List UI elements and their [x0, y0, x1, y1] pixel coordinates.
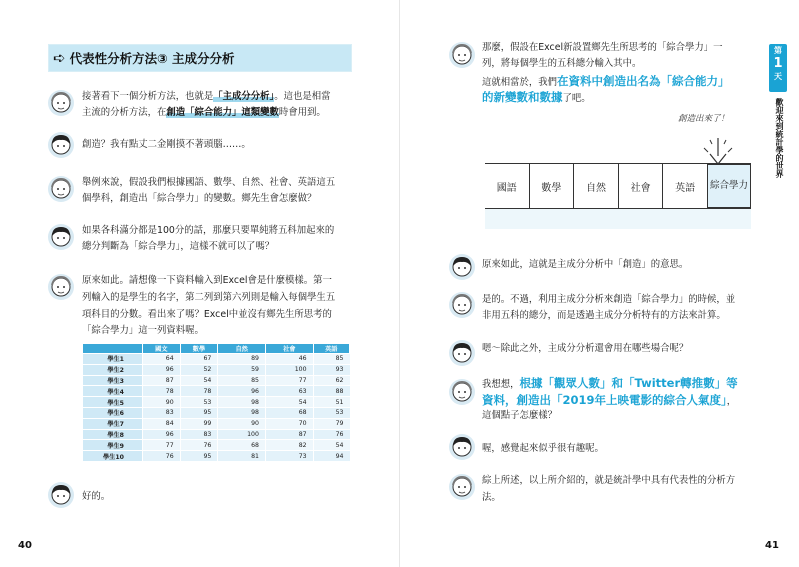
professor-avatar [447, 470, 477, 502]
table-row [83, 375, 350, 386]
paragraph-line: 總分判斷為「綜合學力」，這樣不就可以了嗎？ [82, 241, 275, 252]
table-cell: 99 [180, 418, 218, 429]
table-header-row [83, 344, 350, 354]
student-avatar [46, 478, 76, 510]
table-cell: 51 [313, 397, 349, 408]
paragraph-line: 是的。不過，利用主成分分析來創造「綜合學力」的時候，並 [482, 294, 736, 305]
paragraph-line: 的新變數和數據了吧。 [482, 90, 591, 104]
row-label: 學生7 [83, 418, 143, 429]
table-cell: 59 [218, 364, 266, 375]
table-cell: 81 [218, 451, 266, 462]
paragraph-line: 項科目的分數。看出來了嗎？Excel中並沒有鄉先生所思考的 [82, 309, 332, 320]
table-row [83, 354, 350, 365]
table-cell: 83 [143, 407, 181, 418]
handwritten-note: 創造出來了！ [678, 114, 730, 124]
table-cell: 64 [143, 354, 181, 365]
table-cell: 79 [313, 418, 349, 429]
hand-cell-subject: 英語 [662, 164, 707, 208]
table-cell: 67 [180, 354, 218, 365]
table-cell: 90 [218, 418, 266, 429]
table-cell: 98 [218, 397, 266, 408]
arrow-right-icon: ➪ [53, 49, 66, 67]
hand-cell-new-variable: 綜合學力 [707, 164, 751, 208]
table-cell: 95 [180, 407, 218, 418]
table-cell: 98 [218, 407, 266, 418]
row-label: 學生10 [83, 451, 143, 462]
professor-avatar [447, 375, 477, 407]
table-row [83, 397, 350, 408]
row-label: 學生5 [83, 397, 143, 408]
paragraph-line: 原來如此。請想像一下資料輸入到Excel會是什麼模樣。第一 [82, 275, 332, 286]
paragraph-line: 列輸入的是學生的名字，第二列到第六列則是輸入每個學生五 [82, 292, 336, 303]
table-cell: 100 [265, 364, 313, 375]
table-header-cell [83, 344, 143, 354]
professor-avatar [447, 38, 477, 70]
table-cell: 85 [218, 375, 266, 386]
table-cell: 95 [180, 451, 218, 462]
table-cell: 53 [180, 397, 218, 408]
table-cell: 46 [265, 354, 313, 365]
paragraph-line: 如果各科滿分都是100分的話，那麼只要單純將五科加起來的 [82, 225, 335, 236]
row-label: 學生3 [83, 375, 143, 386]
row-label: 學生1 [83, 354, 143, 365]
professor-avatar [46, 86, 76, 118]
hand-cell-subject: 數學 [529, 164, 574, 208]
table-cell: 83 [180, 429, 218, 440]
row-label: 學生8 [83, 429, 143, 440]
table-cell: 78 [143, 386, 181, 397]
table-row [83, 386, 350, 397]
paragraph-line: 舉例來說，假設我們根據國語、數學、自然、社會、英語這五 [82, 177, 336, 188]
page-number-left: 40 [18, 540, 32, 551]
paragraph-line: 那麼，假設在Excel新設置鄉先生所思考的「綜合學力」一 [482, 42, 723, 53]
table-cell: 54 [180, 375, 218, 386]
paragraph-line: 主流的分析方法，在創造「綜合能力」這類變數時會用到。 [82, 107, 326, 118]
table-header-cell: 英語 [313, 344, 349, 354]
table-cell: 76 [143, 451, 181, 462]
table-cell: 88 [313, 386, 349, 397]
table-row [83, 440, 350, 451]
page-number-right: 41 [765, 540, 779, 551]
student-avatar [46, 128, 76, 160]
hand-cell-subject: 自然 [573, 164, 618, 208]
table-cell: 70 [265, 418, 313, 429]
table-cell: 78 [180, 386, 218, 397]
handwritten-table [485, 163, 751, 209]
student-avatar [46, 220, 76, 252]
student-avatar [447, 250, 477, 282]
table-cell: 85 [313, 354, 349, 365]
table-cell: 76 [180, 440, 218, 451]
chapter-tab [769, 44, 787, 92]
paragraph-line: 這就相當於，我們在資料中創造出名為「綜合能力」 [482, 74, 730, 88]
student-avatar [447, 430, 477, 462]
paragraph-line: 非用五科的總分，而是透過主成分分析特有的方法來計算。 [482, 310, 726, 321]
table-cell: 96 [218, 386, 266, 397]
table-header-cell: 自然 [218, 344, 266, 354]
student-avatar [447, 336, 477, 368]
table-cell: 96 [143, 364, 181, 375]
handwritten-table-body [485, 209, 751, 229]
paragraph-line: 法。 [482, 492, 501, 503]
chapter-tab-day: 第 [774, 46, 782, 55]
professor-avatar [46, 270, 76, 302]
paragraph-line: 列，將每個學生的五科總分輸入其中。 [482, 58, 642, 69]
table-header-cell: 數學 [180, 344, 218, 354]
table-cell: 96 [143, 429, 181, 440]
paragraph-line: 嗯～除此之外，主成分分析還會用在哪些場合呢？ [482, 343, 689, 354]
paragraph-line: 綜上所述，以上所介紹的，就是統計學中具有代表性的分析方 [482, 475, 736, 486]
table-cell: 82 [265, 440, 313, 451]
table-cell: 62 [313, 375, 349, 386]
row-label: 學生2 [83, 364, 143, 375]
paragraph-line: 「綜合學力」這一列資料喔。 [82, 325, 204, 336]
table-cell: 90 [143, 397, 181, 408]
table-cell: 76 [313, 429, 349, 440]
table-row [83, 364, 350, 375]
paragraph-line: 接著看下一個分析方法，也就是「主成分分析」。這也是相當 [82, 91, 331, 102]
table-row [83, 429, 350, 440]
table-header-cell: 社會 [265, 344, 313, 354]
table-cell: 84 [143, 418, 181, 429]
table-cell: 77 [265, 375, 313, 386]
paragraph-line: 個學科，創造出「綜合學力」的變數。鄉先生會怎麼做？ [82, 193, 317, 204]
hand-cell-subject: 國語 [496, 182, 517, 194]
table-cell: 68 [218, 440, 266, 451]
table-cell: 93 [313, 364, 349, 375]
paragraph-line: 好的。 [82, 491, 111, 502]
chapter-side-title: 歡迎來到統計學的世界 [775, 98, 784, 178]
row-label: 學生4 [83, 386, 143, 397]
table-cell: 89 [218, 354, 266, 365]
table-cell: 54 [313, 440, 349, 451]
table-cell: 77 [143, 440, 181, 451]
paragraph-line: 這個點子怎麼樣？ [482, 410, 558, 421]
chapter-tab-number: 1 [773, 56, 783, 71]
row-label: 學生6 [83, 407, 143, 418]
table-cell: 53 [313, 407, 349, 418]
section-heading [48, 44, 352, 72]
table-cell: 52 [180, 364, 218, 375]
paragraph-line: 資料，創造出「2019年上映電影的綜合人氣度」， [482, 393, 737, 407]
paragraph-line: 我想想，根據「觀眾人數」和「Twitter轉推數」等 [482, 376, 738, 390]
table-row [83, 407, 350, 418]
table-cell: 87 [265, 429, 313, 440]
table-cell: 87 [143, 375, 181, 386]
table-row [83, 451, 350, 462]
hand-cell-subject: 社會 [618, 164, 663, 208]
score-table [82, 343, 350, 462]
table-cell: 100 [218, 429, 266, 440]
paragraph-line: 創造？我有點丈二金剛摸不著頭腦……。 [82, 139, 251, 150]
table-cell: 63 [265, 386, 313, 397]
table-cell: 94 [313, 451, 349, 462]
section-title: 代表性分析方法③ 主成分分析 [69, 51, 235, 66]
table-cell: 73 [265, 451, 313, 462]
table-row [83, 418, 350, 429]
professor-avatar [46, 172, 76, 204]
paragraph-line: 喔，感覺起來似乎很有趣呢。 [482, 443, 604, 454]
professor-avatar [447, 288, 477, 320]
row-label: 學生9 [83, 440, 143, 451]
table-cell: 68 [265, 407, 313, 418]
table-header-cell: 國文 [143, 344, 181, 354]
chapter-tab-unit: 天 [774, 72, 782, 81]
paragraph-line: 原來如此，這就是主成分分析中「創造」的意思。 [482, 259, 689, 270]
table-cell: 54 [265, 397, 313, 408]
